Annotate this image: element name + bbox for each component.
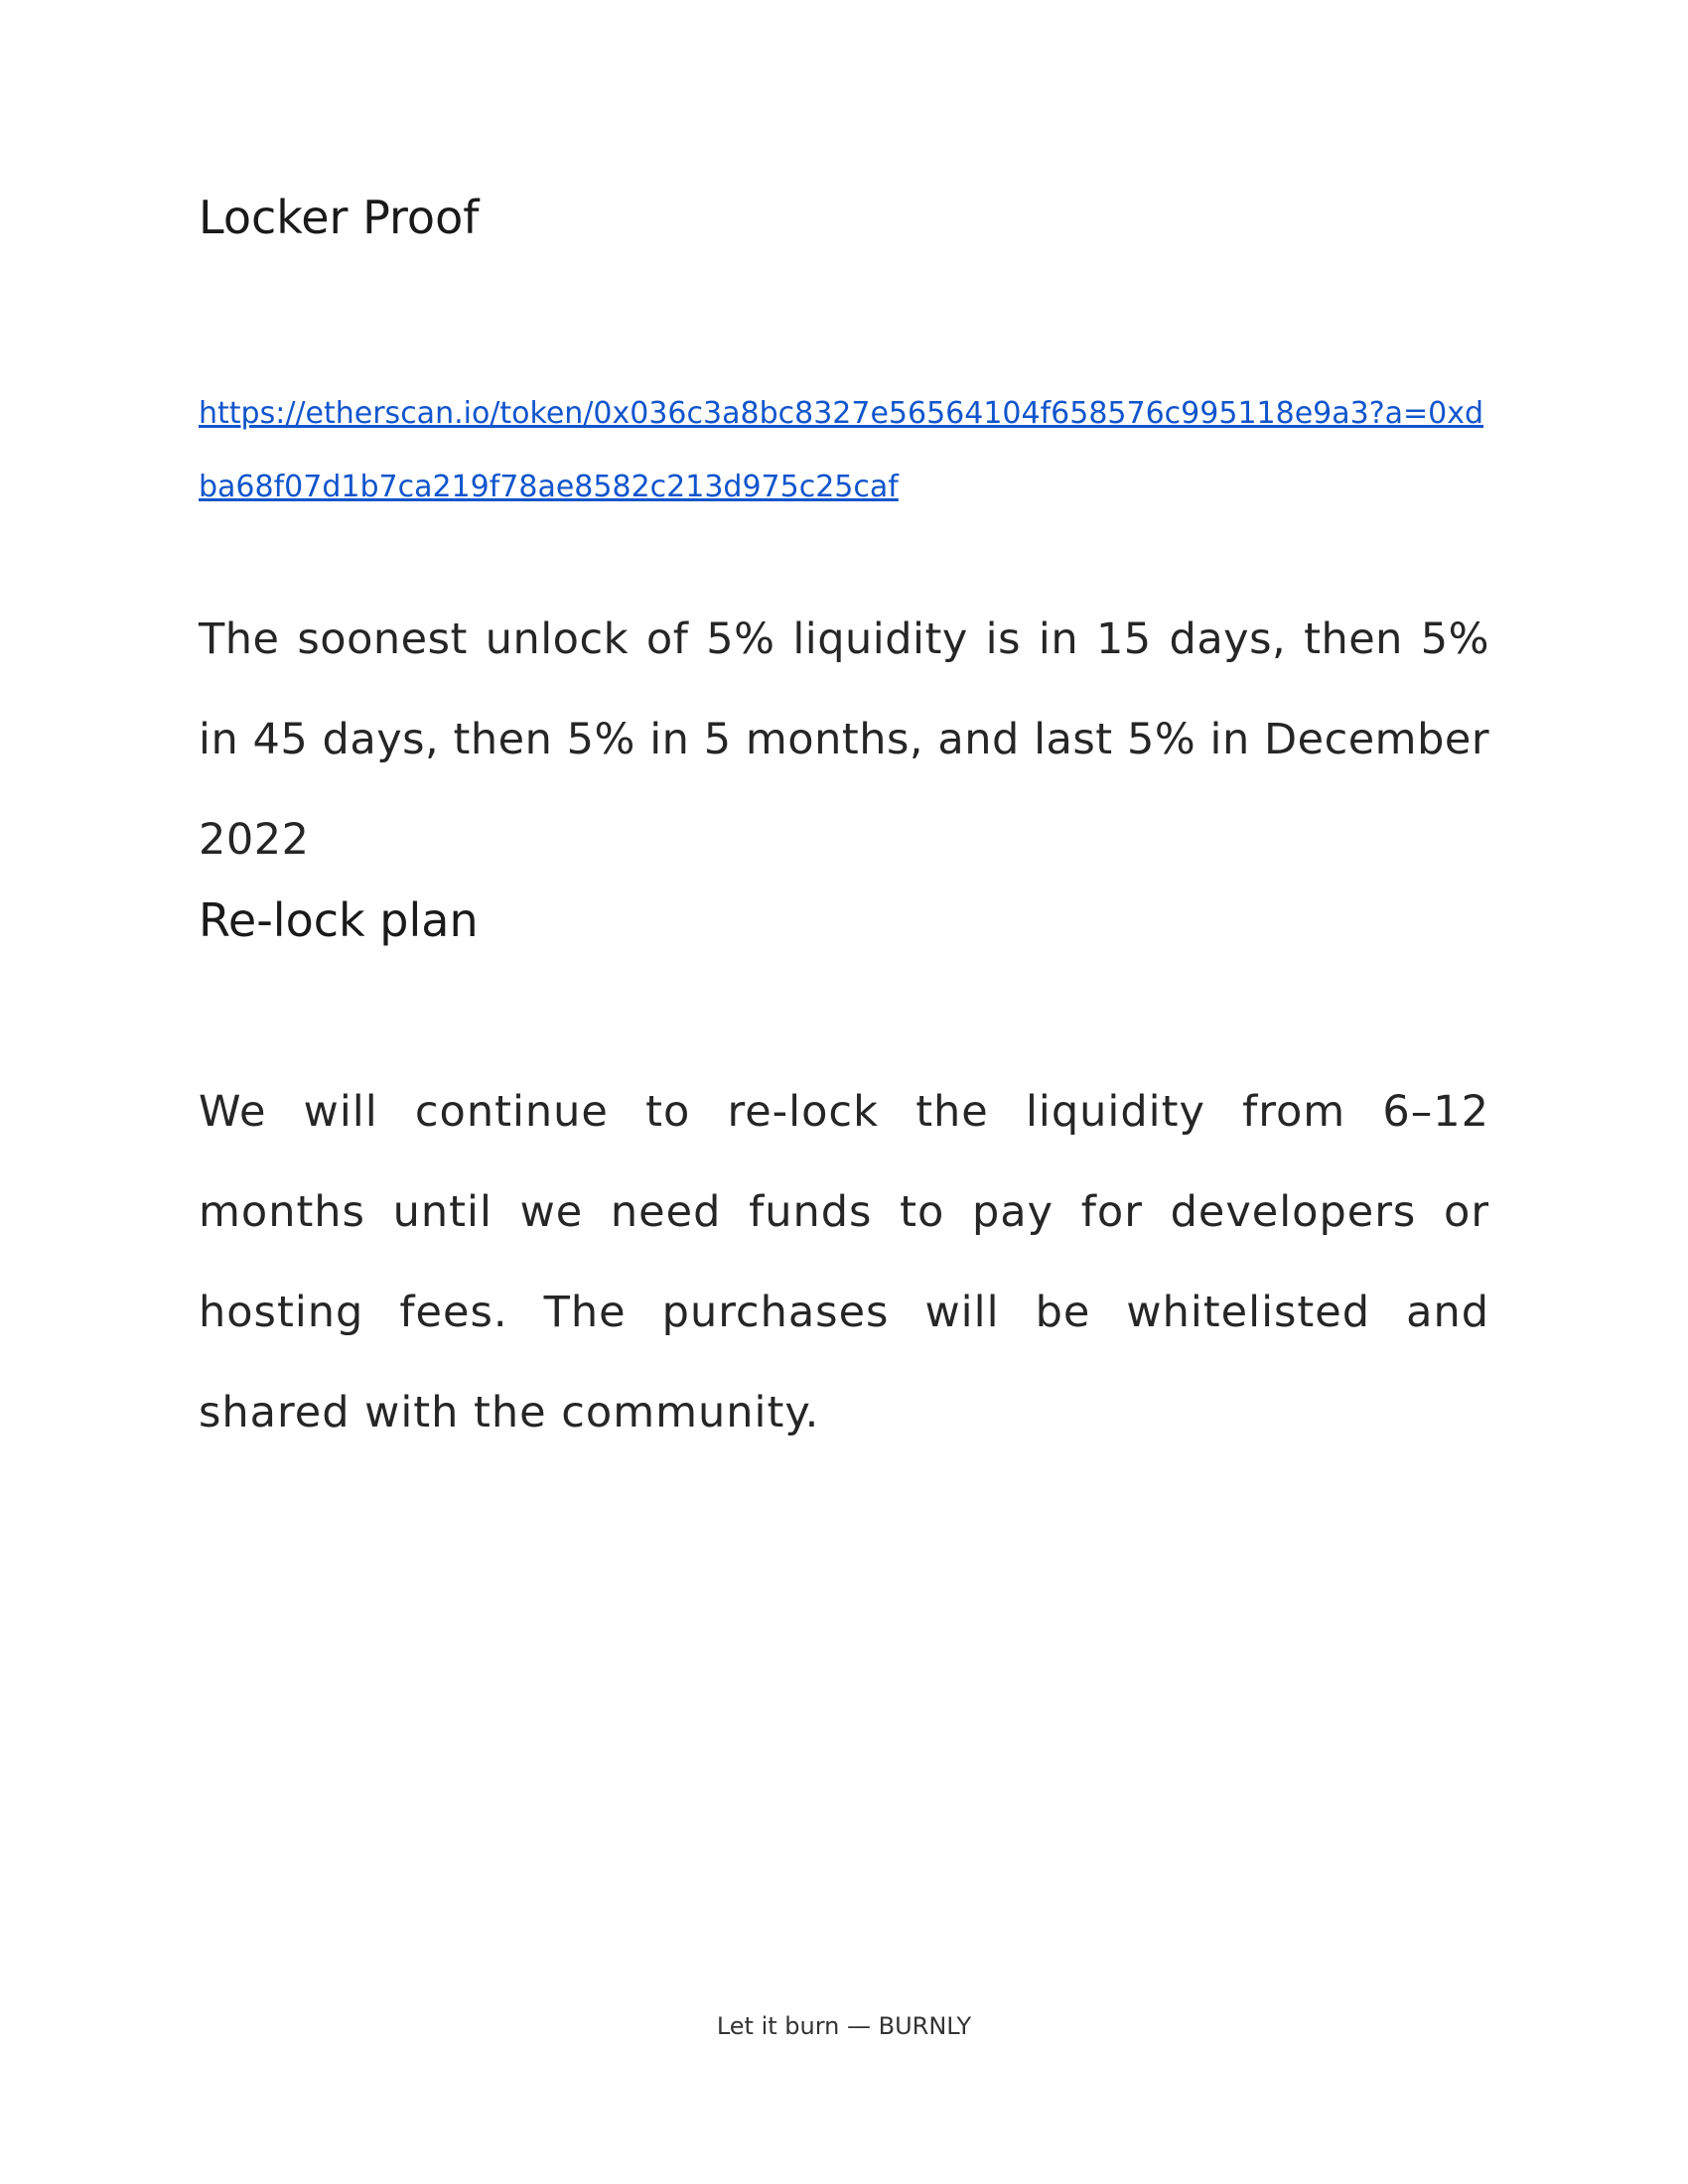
relock-plan-heading: Re-lock plan bbox=[199, 893, 479, 947]
page-footer: Let it burn — BURNLY bbox=[716, 2012, 972, 2040]
relock-plan-paragraph: We will continue to re-lock the liquidity from 6–12 months until we need funds to pay for developers or hosting fees. The purchases will be whitelisted and shared with the community. bbox=[199, 1087, 1489, 1437]
locker-proof-heading: Locker Proof bbox=[199, 191, 480, 244]
etherscan-token-link[interactable]: https://etherscan.io/token/0x036c3a8bc8327e56564104f658576c995118e9a3?a=0xdba68f07d1b7ca219f78ae8582c213d975c25caf bbox=[199, 396, 1484, 504]
unlock-schedule-paragraph: The soonest unlock of 5% liquidity is in 15 days, then 5% in 45 days, then 5% in 5 months, and last 5% in December 2022 bbox=[199, 614, 1489, 865]
